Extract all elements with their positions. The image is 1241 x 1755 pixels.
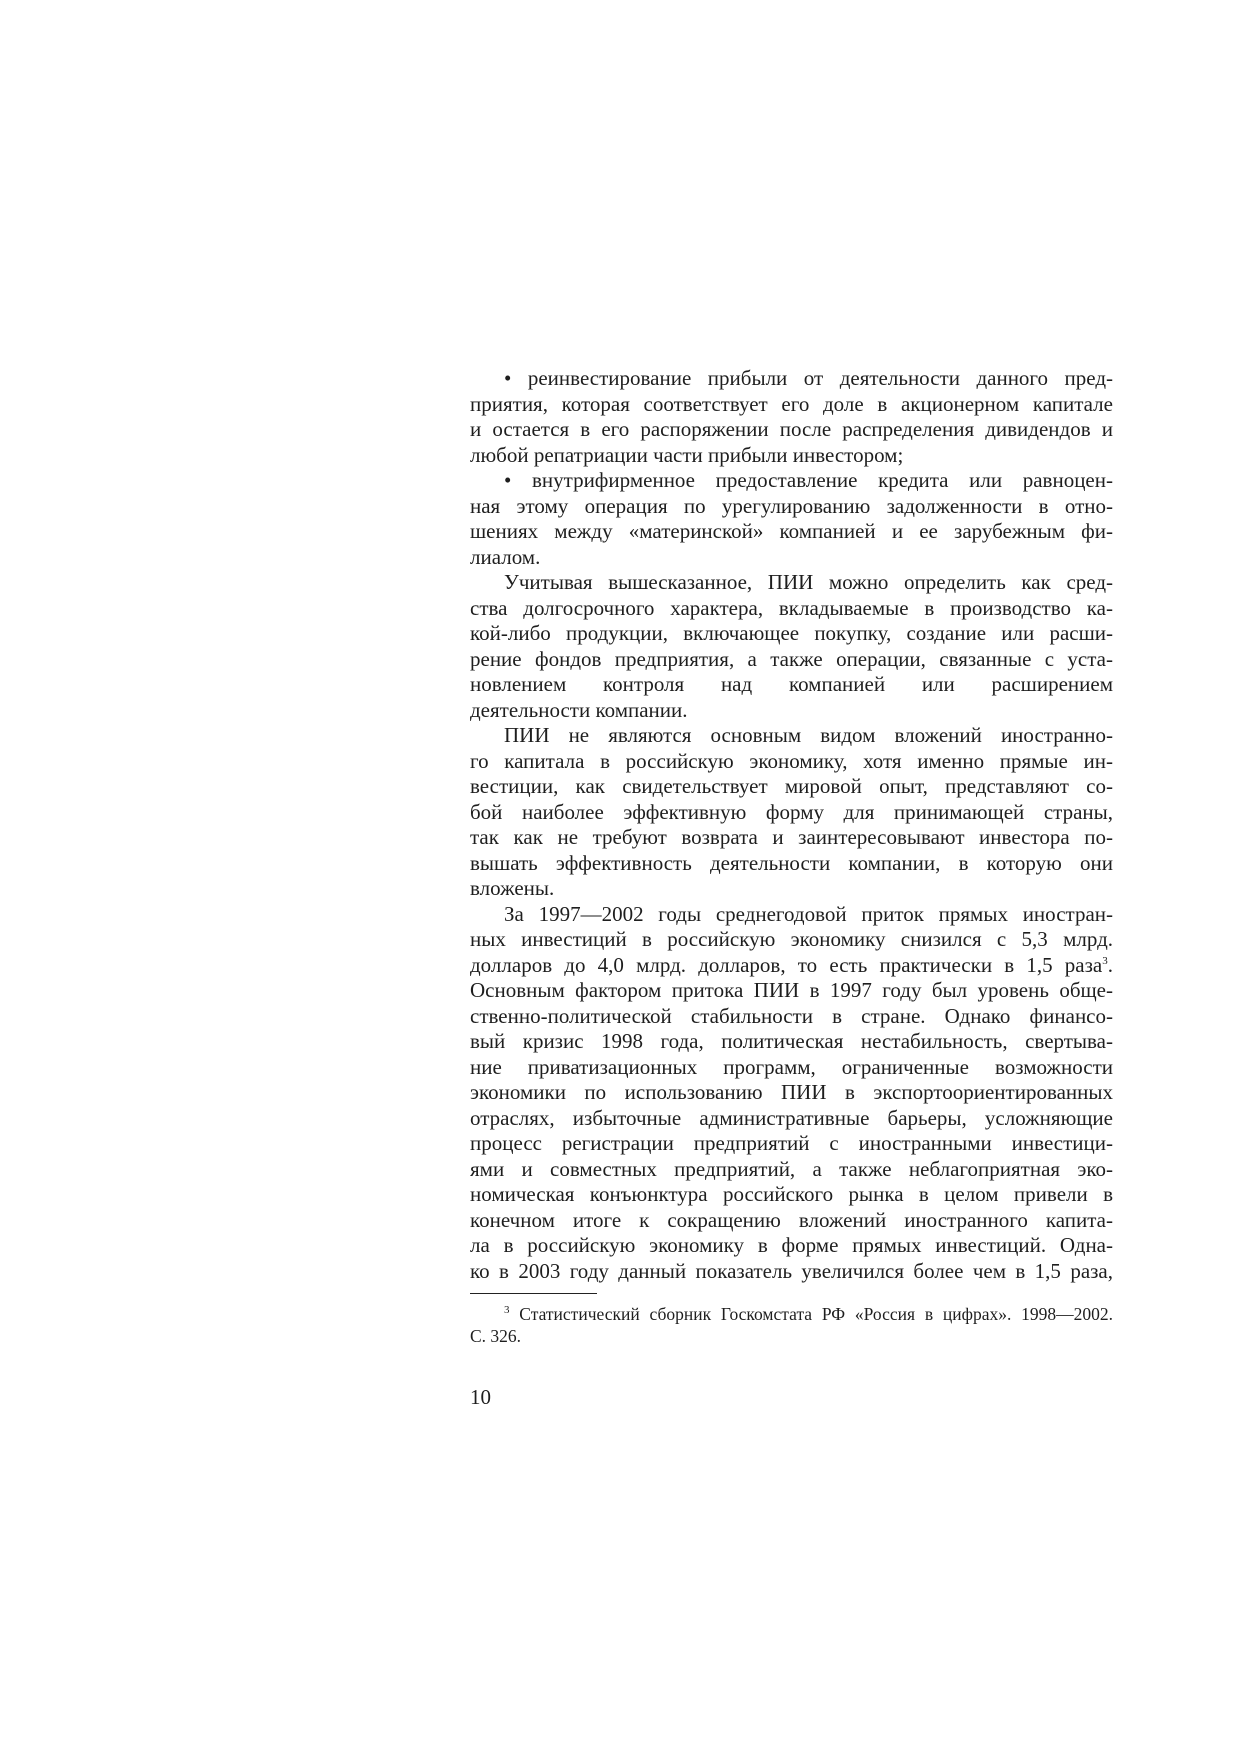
text-line: ла в российскую экономику в форме прямых инвестиций. Одна- xyxy=(470,1233,1113,1257)
text-line: приятия, которая соответствует его доле в акционерном капитале xyxy=(470,391,1113,416)
footnote-line xyxy=(470,1303,1113,1325)
text-line: бой наиболее эффективную форму для принимающей страны, xyxy=(470,799,1113,824)
text-line: ями и совместных предприятий, а также неблагоприятная эко- xyxy=(470,1156,1113,1181)
footnote-text: Статистический сборник Госкомстата РФ «Россия в цифрах». 1998—2002. xyxy=(519,1304,1113,1324)
footnote-reference[interactable]: 3 xyxy=(1102,954,1108,967)
text-line: вложены. xyxy=(470,876,555,900)
footnote xyxy=(470,1303,1113,1347)
footnote-line: С. 326. xyxy=(470,1326,522,1346)
text-line: го капитала в российскую экономику, хотя именно прямые ин- xyxy=(470,748,1113,773)
text-line: ние приватизационных программ, ограниченные возможности xyxy=(470,1054,1113,1079)
text-line: За 1997—2002 годы среднегодовой приток прямых иностран- xyxy=(504,901,1113,926)
footnote-marker: 3 xyxy=(504,1304,510,1317)
text-line: • реинвестирование прибыли от деятельности данного пред- xyxy=(504,366,1113,390)
text-line: • внутрифирменное предоставление кредита или равноцен- xyxy=(504,468,1113,492)
text-line: рение фондов предприятия, а также операции, связанные с уста- xyxy=(470,646,1113,671)
text-line: лиалом. xyxy=(470,544,541,569)
text-line: ко в 2003 году данный показатель увеличился более чем в 1,5 раза, xyxy=(470,1258,1113,1283)
text-line: так как не требуют возврата и заинтересовывают инвестора по- xyxy=(470,825,1113,849)
text-line: и остается в его распоряжении после распределения дивидендов и xyxy=(470,417,1113,441)
text-line: процесс регистрации предприятий с иностранными инвестици- xyxy=(470,1131,1113,1155)
text-line: ных инвестиций в российскую экономику снизился с 5,3 млрд. xyxy=(470,927,1113,951)
text-line: ПИИ не являются основным видом вложений иностранно- xyxy=(504,723,1113,747)
body-text xyxy=(470,366,1113,1284)
text-line: Основным фактором притока ПИИ в 1997 году был уровень обще- xyxy=(470,978,1113,1002)
text-line: ства долгосрочного характера, вкладываемые в производство ка- xyxy=(470,595,1113,620)
text-line: отраслях, избыточные административные барьеры, усложняющие xyxy=(470,1105,1113,1130)
text-line: любой репатриации части прибыли инвестором; xyxy=(470,442,904,467)
text-line: номическая конъюнктура российского рынка в целом привели в xyxy=(470,1182,1113,1206)
text-line: вестиции, как свидетельствует мировой опыт, представляют со- xyxy=(470,774,1113,798)
text-line: вышать эффективность деятельности компании, в которую они xyxy=(470,850,1113,875)
text-line: ная этому операция по урегулированию задолженности в отно- xyxy=(470,493,1113,518)
text-line: новлением контроля над компанией или расширением xyxy=(470,672,1113,696)
text-line: ственно-политической стабильности в стране. Однако финансо- xyxy=(470,1003,1113,1028)
text-line: Учитывая вышесказанное, ПИИ можно определить как сред- xyxy=(504,570,1113,594)
text-line: экономики по использованию ПИИ в экспортоориентированных xyxy=(470,1080,1113,1104)
text-line: долларов до 4,0 млрд. долларов, то есть практически в 1,5 раза$^3$. xyxy=(470,952,1113,977)
page-number: 10 xyxy=(470,1385,491,1409)
text-line: деятельности компании. xyxy=(470,697,688,722)
text-line-content: долларов до 4,0 млрд. долларов, то есть практически в 1,5 раза xyxy=(470,952,1103,977)
text-line: кой-либо продукции, включающее покупку, создание или расши- xyxy=(470,621,1113,645)
text-line: шениях между «материнской» компанией и ее зарубежным фи- xyxy=(470,519,1113,543)
footnote-divider xyxy=(470,1293,597,1294)
text-line: вый кризис 1998 года, политическая нестабильность, свертыва- xyxy=(470,1029,1113,1053)
text-line: конечном итоге к сокращению вложений иностранного капита- xyxy=(470,1207,1113,1232)
